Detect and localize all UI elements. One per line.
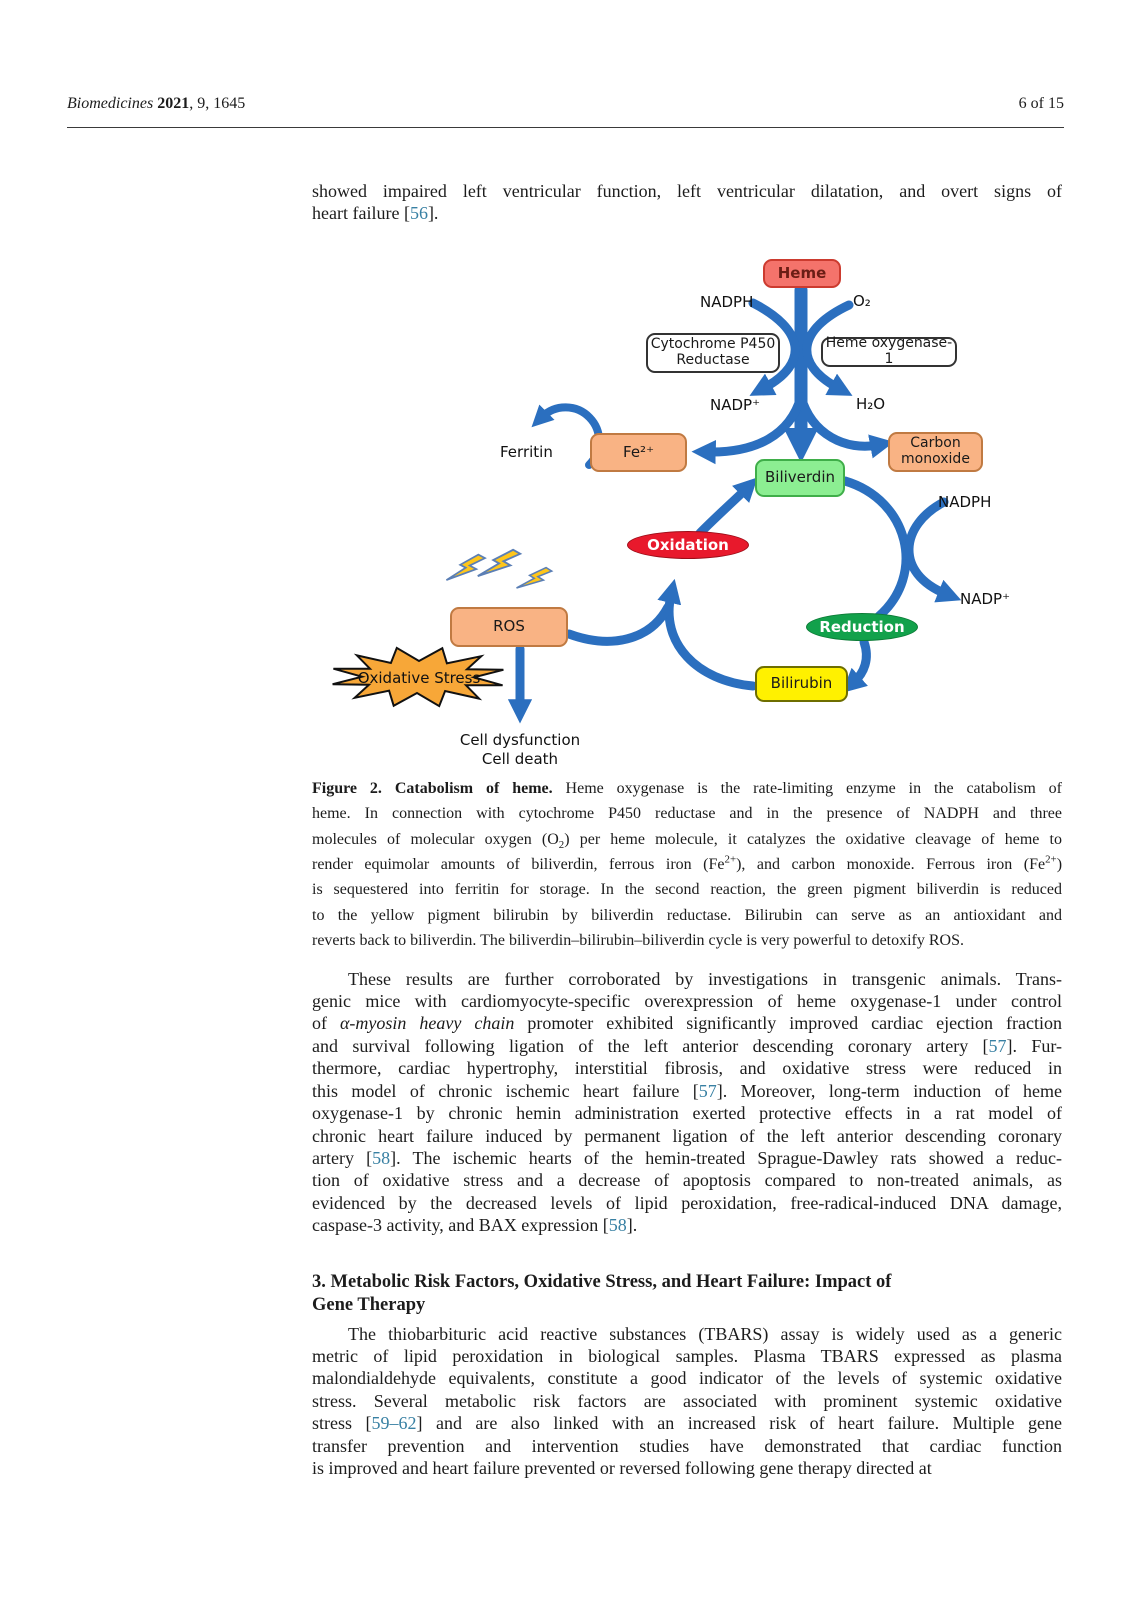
text-column — [312, 180, 1062, 1479]
journal-year: 2021 — [153, 95, 190, 112]
text-segment: α-myosin heavy chain — [339, 1013, 515, 1034]
o2-label: O₂ — [853, 291, 871, 310]
text-line — [312, 1012, 1062, 1034]
h2o-label: H₂O — [856, 394, 886, 413]
text-segment: chronic heart failure induced by permanent ligation of the left anterior descending coronary — [312, 1125, 1062, 1146]
text-line — [312, 1323, 1062, 1345]
section-heading — [312, 1271, 1062, 1317]
bilirubin-box: Bilirubin — [755, 666, 848, 702]
text-segment: this model of chronic ischemic heart failure [ — [312, 1080, 699, 1101]
ferritin-label: Ferritin — [500, 442, 553, 461]
text-segment: transfer prevention and intervention studies have demonstrated that cardiac function — [312, 1435, 1062, 1456]
body-paragraph-1 — [312, 968, 1062, 1237]
text-segment: reverts back to biliverdin. The biliverdin–bilirubin–biliverdin cycle is very powerful to detoxify ROS. — [312, 932, 965, 950]
text-segment: ] and are also linked with an increased risk of heart failure. Multiple gene — [416, 1413, 1062, 1434]
cell-death-label — [442, 731, 598, 769]
text-segment: showed impaired left ventricular function, left ventricular dilatation, and overt signs of — [312, 181, 1062, 201]
text-segment: heme. In connection with cytochrome P450 reductase and in the presence of NADPH and three — [312, 805, 1062, 823]
text-line — [312, 776, 1062, 801]
text-line — [312, 928, 1062, 953]
lightning-icon — [478, 541, 520, 589]
text-segment: ]. — [626, 1215, 638, 1236]
text-line — [312, 1390, 1062, 1412]
figure-2-diagram — [312, 245, 1062, 768]
arrow-ros-to-cycle — [569, 607, 668, 641]
page-indicator: 6 of 15 — [1018, 95, 1064, 112]
text-segment: ) per heme molecule, it catalyzes the oxidative cleavage of heme to — [564, 830, 1062, 848]
nadp-right-label: NADP⁺ — [960, 589, 1010, 608]
text-segment: Gene Therapy — [312, 1294, 426, 1315]
carbon-monoxide-label — [901, 436, 970, 467]
cyt-line1: Cytochrome P450 — [650, 336, 776, 353]
text-segment: ]. The ischemic hearts of the hemin-treated Sprague-Dawley rats showed a reduc- — [390, 1147, 1062, 1168]
text-line — [312, 202, 1062, 224]
text-segment: 3. Metabolic Risk Factors, Oxidative Stress, and Heart Failure: Impact of — [312, 1271, 892, 1292]
body-paragraph-2 — [312, 1323, 1062, 1480]
text-line — [312, 1035, 1062, 1057]
text-segment: 2 — [558, 838, 565, 851]
text-segment: 2+ — [1045, 853, 1057, 866]
arrow-reduction-to-bilirubin — [854, 642, 866, 682]
figure-caption — [312, 776, 1062, 954]
cyt-line2: Reductase — [676, 351, 750, 368]
text-segment: These results are further corroborated by investigations in transgenic animals. Trans- — [348, 968, 1062, 989]
cell-line2: Cell death — [481, 749, 559, 768]
text-segment: malondialdehyde equivalents, constitute a good indicator of the levels of systemic oxidative — [312, 1368, 1062, 1389]
oxidative-stress-label: Oxidative Stress — [357, 668, 481, 687]
text-line — [312, 1294, 1062, 1317]
arrow-nadph-to-nadp-right — [909, 502, 946, 594]
text-segment: evidenced by the decreased levels of lipid peroxidation, free-radical-induced DNA damage, — [312, 1192, 1062, 1213]
text-line — [312, 1057, 1062, 1079]
carbon-monoxide-box — [888, 432, 983, 472]
intro-paragraph — [312, 180, 1062, 225]
reduction-ellipse: Reduction — [806, 613, 918, 641]
cytochrome-label — [651, 337, 776, 368]
arrow-biliverdin-to-reduction — [845, 481, 906, 617]
text-segment: artery [ — [312, 1147, 373, 1168]
text-line — [312, 877, 1062, 902]
text-segment: 2+ — [724, 853, 737, 866]
page-header — [67, 95, 1064, 128]
text-segment: is sequestered into ferritin for storage. In the second reaction, the green pigment biliverdin is reduced — [312, 881, 1062, 899]
text-segment: stress. Several metabolic risk factors are associated with prominent systemic oxidative — [312, 1390, 1062, 1411]
text-line — [312, 180, 1062, 202]
text-segment: genic mice with cardiomyocyte-specific overexpression of heme oxygenase-1 under control — [312, 991, 1062, 1012]
text-segment: render equimolar amounts of biliverdin, ferrous iron (Fe — [312, 856, 725, 874]
text-segment: oxygenase-1 by chronic hemin administration exerted protective effects in a rat model of — [312, 1103, 1062, 1124]
citation-link[interactable]: 56 — [409, 203, 428, 224]
text-segment: and survival following ligation of the left anterior descending coronary artery [ — [312, 1035, 989, 1056]
text-line — [312, 852, 1062, 877]
arrow-bilirubin-to-oxidation — [669, 595, 753, 686]
text-line — [312, 1192, 1062, 1214]
citation-link[interactable]: 58 — [608, 1215, 627, 1236]
journal-name: Biomedicines — [67, 95, 154, 112]
text-segment: Figure 2. Catabolism of heme. — [312, 779, 553, 797]
lightning-icon — [517, 560, 552, 599]
text-line — [312, 1435, 1062, 1457]
nadph-right-label: NADPH — [938, 492, 992, 511]
co-line1: Carbon — [910, 435, 961, 452]
text-segment: molecules of molecular oxygen (O — [312, 830, 559, 848]
text-line — [312, 1080, 1062, 1102]
citation-link[interactable]: 58 — [372, 1147, 391, 1168]
cytochrome-p450-reductase-box — [646, 333, 780, 373]
text-line — [312, 1147, 1062, 1169]
text-segment: promoter exhibited significantly improved cardiac ejection fraction — [514, 1013, 1062, 1034]
text-line — [312, 1169, 1062, 1191]
oxidation-ellipse: Oxidation — [627, 531, 749, 559]
heme-oxygenase-box: Heme oxygenase-1 — [821, 337, 957, 367]
co-line2: monoxide — [901, 450, 970, 467]
citation-link[interactable]: 57 — [988, 1035, 1007, 1056]
text-line — [312, 990, 1062, 1012]
text-segment: stress [ — [312, 1413, 372, 1434]
text-segment: ]. Moreover, long-term induction of heme — [716, 1080, 1062, 1101]
text-segment: thermore, cardiac hypertrophy, interstitial fibrosis, and oxidative stress were reduced in — [312, 1058, 1062, 1079]
text-line — [312, 801, 1062, 826]
text-segment: caspase-3 activity, and BAX expression [ — [312, 1215, 609, 1236]
ferrous-iron-box: Fe²⁺ — [590, 433, 687, 472]
text-segment: tion of oxidative stress and a decrease of apoptosis compared to non-treated animals, as — [312, 1170, 1062, 1191]
text-segment: is improved and heart failure prevented or reversed following gene therapy directed at — [312, 1457, 932, 1478]
heme-box: Heme — [763, 259, 841, 288]
text-line — [312, 968, 1062, 990]
text-line — [312, 1271, 1062, 1294]
text-line — [312, 1102, 1062, 1124]
citation-link[interactable]: 59–62 — [371, 1413, 417, 1434]
lightning-bolts — [446, 541, 551, 599]
text-segment: metric of lipid peroxidation in biological samples. Plasma TBARS expressed as plasma — [312, 1345, 1062, 1366]
journal-citation — [67, 95, 245, 113]
journal-issue: , 9, 1645 — [189, 95, 246, 112]
text-segment: ) — [1056, 856, 1063, 874]
text-segment: ]. — [427, 203, 439, 224]
text-segment: of — [312, 1013, 340, 1034]
biliverdin-box: Biliverdin — [755, 459, 845, 497]
ros-box: ROS — [450, 607, 568, 647]
text-segment: Heme oxygenase is the rate-limiting enzyme in the catabolism of — [552, 779, 1063, 797]
text-line — [312, 1345, 1062, 1367]
text-line — [312, 1214, 1062, 1236]
nadp-left-label: NADP⁺ — [710, 395, 760, 414]
text-line — [312, 1457, 1062, 1479]
lightning-icon — [446, 547, 485, 591]
text-segment: ]. Fur- — [1006, 1035, 1063, 1056]
text-segment: to the yellow pigment bilirubin by biliverdin reductase. Bilirubin can serve as an antioxidant and — [312, 906, 1062, 924]
nadph-top-label: NADPH — [700, 292, 754, 311]
text-segment: ), and carbon monoxide. Ferrous iron (Fe — [736, 856, 1046, 874]
text-line — [312, 1125, 1062, 1147]
text-line — [312, 1367, 1062, 1389]
citation-link[interactable]: 57 — [698, 1080, 717, 1101]
text-line — [312, 827, 1062, 852]
arrow-oxidation-to-biliverdin — [700, 489, 746, 533]
text-line — [312, 903, 1062, 928]
text-segment: heart failure [ — [312, 203, 410, 224]
cell-line1: Cell dysfunction — [459, 730, 581, 749]
text-segment: The thiobarbituric acid reactive substances (TBARS) assay is widely used as a generic — [348, 1323, 1062, 1344]
text-line — [312, 1412, 1062, 1434]
